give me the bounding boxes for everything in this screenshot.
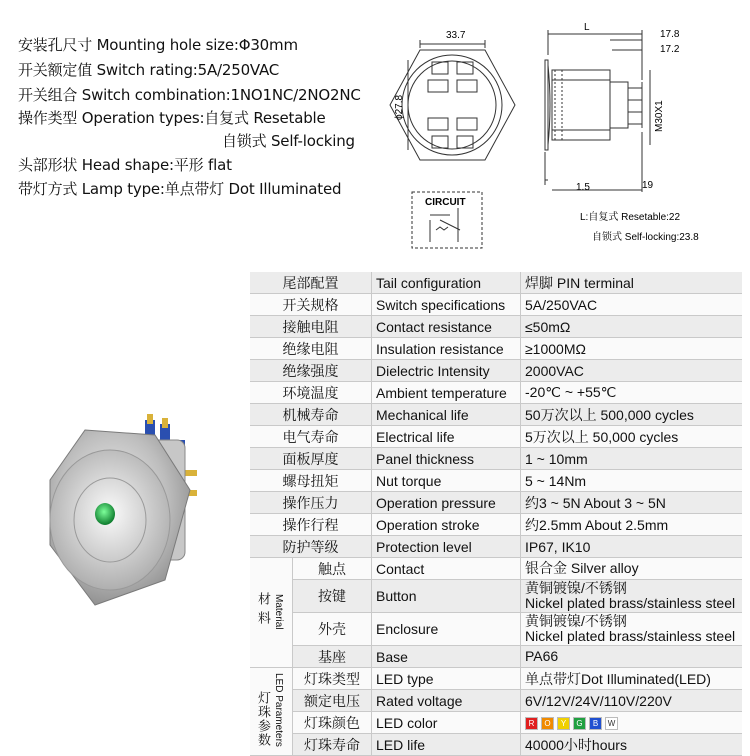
side-view <box>545 30 650 192</box>
row-label-en: Protection level <box>372 536 521 558</box>
spec-head-shape: 头部形状 Head shape:平形 flat <box>18 156 232 174</box>
row-label-cn: 尾部配置 <box>250 272 372 294</box>
table-row <box>250 316 742 338</box>
row-value: 约3 ~ 5N About 3 ~ 5N <box>521 492 743 514</box>
row-label-en: Operation pressure <box>372 492 521 514</box>
material-row <box>250 646 742 668</box>
led-color-swatch: W <box>605 717 618 730</box>
table-row <box>250 404 742 426</box>
table-row <box>250 448 742 470</box>
row-label-cn: 接触电阻 <box>250 316 372 338</box>
table-row <box>250 338 742 360</box>
material-value-line1: 银合金 Silver alloy <box>525 560 639 576</box>
spec-operation-types: 操作类型 Operation types:自复式 Resetable <box>18 109 326 127</box>
material-label-cn: 触点 <box>293 558 372 580</box>
row-label-cn: 绝缘强度 <box>250 360 372 382</box>
led-color-swatch: Y <box>557 717 570 730</box>
led-row <box>250 668 742 690</box>
material-value <box>521 646 743 668</box>
material-label-en: Button <box>372 580 521 613</box>
material-value <box>521 580 743 613</box>
led-color-swatch: R <box>525 717 538 730</box>
led-dot <box>95 503 115 525</box>
material-label-en: Base <box>372 646 521 668</box>
led-label-en: LED type <box>372 668 521 690</box>
led-row <box>250 690 742 712</box>
material-label-cn: 外壳 <box>293 613 372 646</box>
row-label-en: Mechanical life <box>372 404 521 426</box>
row-value: 约2.5mm About 2.5mm <box>521 514 743 536</box>
led-color-swatch: B <box>589 717 602 730</box>
material-value-line2: Nickel plated brass/stainless steel <box>525 595 736 611</box>
led-row <box>250 734 742 756</box>
technical-drawing <box>380 20 740 250</box>
dim-diameter: ϕ27.8 <box>394 94 405 120</box>
material-value-line1: PA66 <box>525 648 559 664</box>
led-group-cn: 灯珠参数 <box>256 690 271 747</box>
row-label-en: Tail configuration <box>372 272 521 294</box>
row-label-en: Nut torque <box>372 470 521 492</box>
table-row <box>250 514 742 536</box>
row-value: 焊脚 PIN terminal <box>521 272 743 294</box>
row-label-en: Operation stroke <box>372 514 521 536</box>
dim-17-2: 17.2 <box>660 44 680 55</box>
led-color-swatch: O <box>541 717 554 730</box>
led-row <box>250 712 742 734</box>
table-row <box>250 536 742 558</box>
note-resetable: L:自复式 Resetable:22 <box>580 212 681 223</box>
material-value-line2: Nickel plated brass/stainless steel <box>525 628 736 644</box>
led-value <box>521 712 743 734</box>
material-group-cn: 材料 <box>256 592 271 630</box>
material-group-en: Material <box>273 594 284 630</box>
material-value-line1: 黄铜镀镍/不锈钢 <box>525 613 627 629</box>
product-photo <box>25 410 225 630</box>
material-value <box>521 613 743 646</box>
circuit-label: CIRCUIT <box>425 197 466 208</box>
row-label-en: Switch specifications <box>372 294 521 316</box>
dim-1-5: 1.5 <box>576 182 590 193</box>
row-label-en: Insulation resistance <box>372 338 521 360</box>
row-value: 50万次以上 500,000 cycles <box>521 404 743 426</box>
table-row <box>250 272 742 294</box>
row-label-cn: 电气寿命 <box>250 426 372 448</box>
led-value: 40000小时hours <box>521 734 743 756</box>
parameter-table <box>250 272 742 756</box>
dim-17-8: 17.8 <box>660 29 680 40</box>
row-label-en: Electrical life <box>372 426 521 448</box>
material-row <box>250 613 742 646</box>
led-group-label <box>250 668 293 756</box>
row-label-en: Panel thickness <box>372 448 521 470</box>
material-label-cn: 基座 <box>293 646 372 668</box>
led-label-cn: 灯珠寿命 <box>293 734 372 756</box>
table-row <box>250 294 742 316</box>
material-label-en: Contact <box>372 558 521 580</box>
row-value: 5A/250VAC <box>521 294 743 316</box>
material-row <box>250 580 742 613</box>
led-color-swatch: G <box>573 717 586 730</box>
led-label-en: LED life <box>372 734 521 756</box>
spec-switch-rating: 开关额定值 Switch rating:5A/250VAC <box>18 61 280 79</box>
led-label-en: LED color <box>372 712 521 734</box>
led-group-en: LED Parameters <box>273 673 284 747</box>
row-label-cn: 防护等级 <box>250 536 372 558</box>
led-value: 单点带灯Dot Illuminated(LED) <box>521 668 743 690</box>
row-label-cn: 面板厚度 <box>250 448 372 470</box>
led-label-cn: 灯珠类型 <box>293 668 372 690</box>
row-label-cn: 操作行程 <box>250 514 372 536</box>
material-value <box>521 558 743 580</box>
dim-width: 33.7 <box>446 30 466 41</box>
front-view <box>390 40 515 160</box>
material-label-cn: 按键 <box>293 580 372 613</box>
led-label-en: Rated voltage <box>372 690 521 712</box>
spec-mounting-hole: 安装孔尺寸 Mounting hole size:Φ30mm <box>18 36 298 54</box>
material-group-label <box>250 558 293 668</box>
row-label-cn: 螺母扭矩 <box>250 470 372 492</box>
table-row <box>250 382 742 404</box>
spec-switch-combination: 开关组合 Switch combination:1NO1NC/2NO2NC <box>18 86 361 104</box>
led-label-cn: 额定电压 <box>293 690 372 712</box>
material-label-en: Enclosure <box>372 613 521 646</box>
row-label-cn: 开关规格 <box>250 294 372 316</box>
row-value: IP67, IK10 <box>521 536 743 558</box>
material-value-line1: 黄铜镀镍/不锈钢 <box>525 580 627 596</box>
row-label-cn: 操作压力 <box>250 492 372 514</box>
row-value: ≤50mΩ <box>521 316 743 338</box>
table-row <box>250 426 742 448</box>
table-row <box>250 360 742 382</box>
row-value: 2000VAC <box>521 360 743 382</box>
row-value: 5万次以上 50,000 cycles <box>521 426 743 448</box>
led-value: 6V/12V/24V/110V/220V <box>521 690 743 712</box>
row-label-cn: 绝缘电阻 <box>250 338 372 360</box>
led-label-cn: 灯珠颜色 <box>293 712 372 734</box>
spec-lamp-type: 带灯方式 Lamp type:单点带灯 Dot Illuminated <box>18 180 342 198</box>
row-label-en: Contact resistance <box>372 316 521 338</box>
row-label-cn: 机械寿命 <box>250 404 372 426</box>
row-value: -20℃ ~ +55℃ <box>521 382 743 404</box>
table-row <box>250 492 742 514</box>
row-label-cn: 环境温度 <box>250 382 372 404</box>
table-row <box>250 470 742 492</box>
row-value: ≥1000MΩ <box>521 338 743 360</box>
row-value: 5 ~ 14Nm <box>521 470 743 492</box>
note-self-locking: 自锁式 Self-locking:23.8 <box>592 232 699 243</box>
row-label-en: Dielectric Intensity <box>372 360 521 382</box>
dim-thread: M30X1 <box>654 100 665 132</box>
row-label-en: Ambient temperature <box>372 382 521 404</box>
row-value: 1 ~ 10mm <box>521 448 743 470</box>
spec-self-locking: 自锁式 Self-locking <box>222 132 355 150</box>
material-row <box>250 558 742 580</box>
dim-L: L <box>584 22 590 33</box>
dim-19: 19 <box>642 180 654 191</box>
